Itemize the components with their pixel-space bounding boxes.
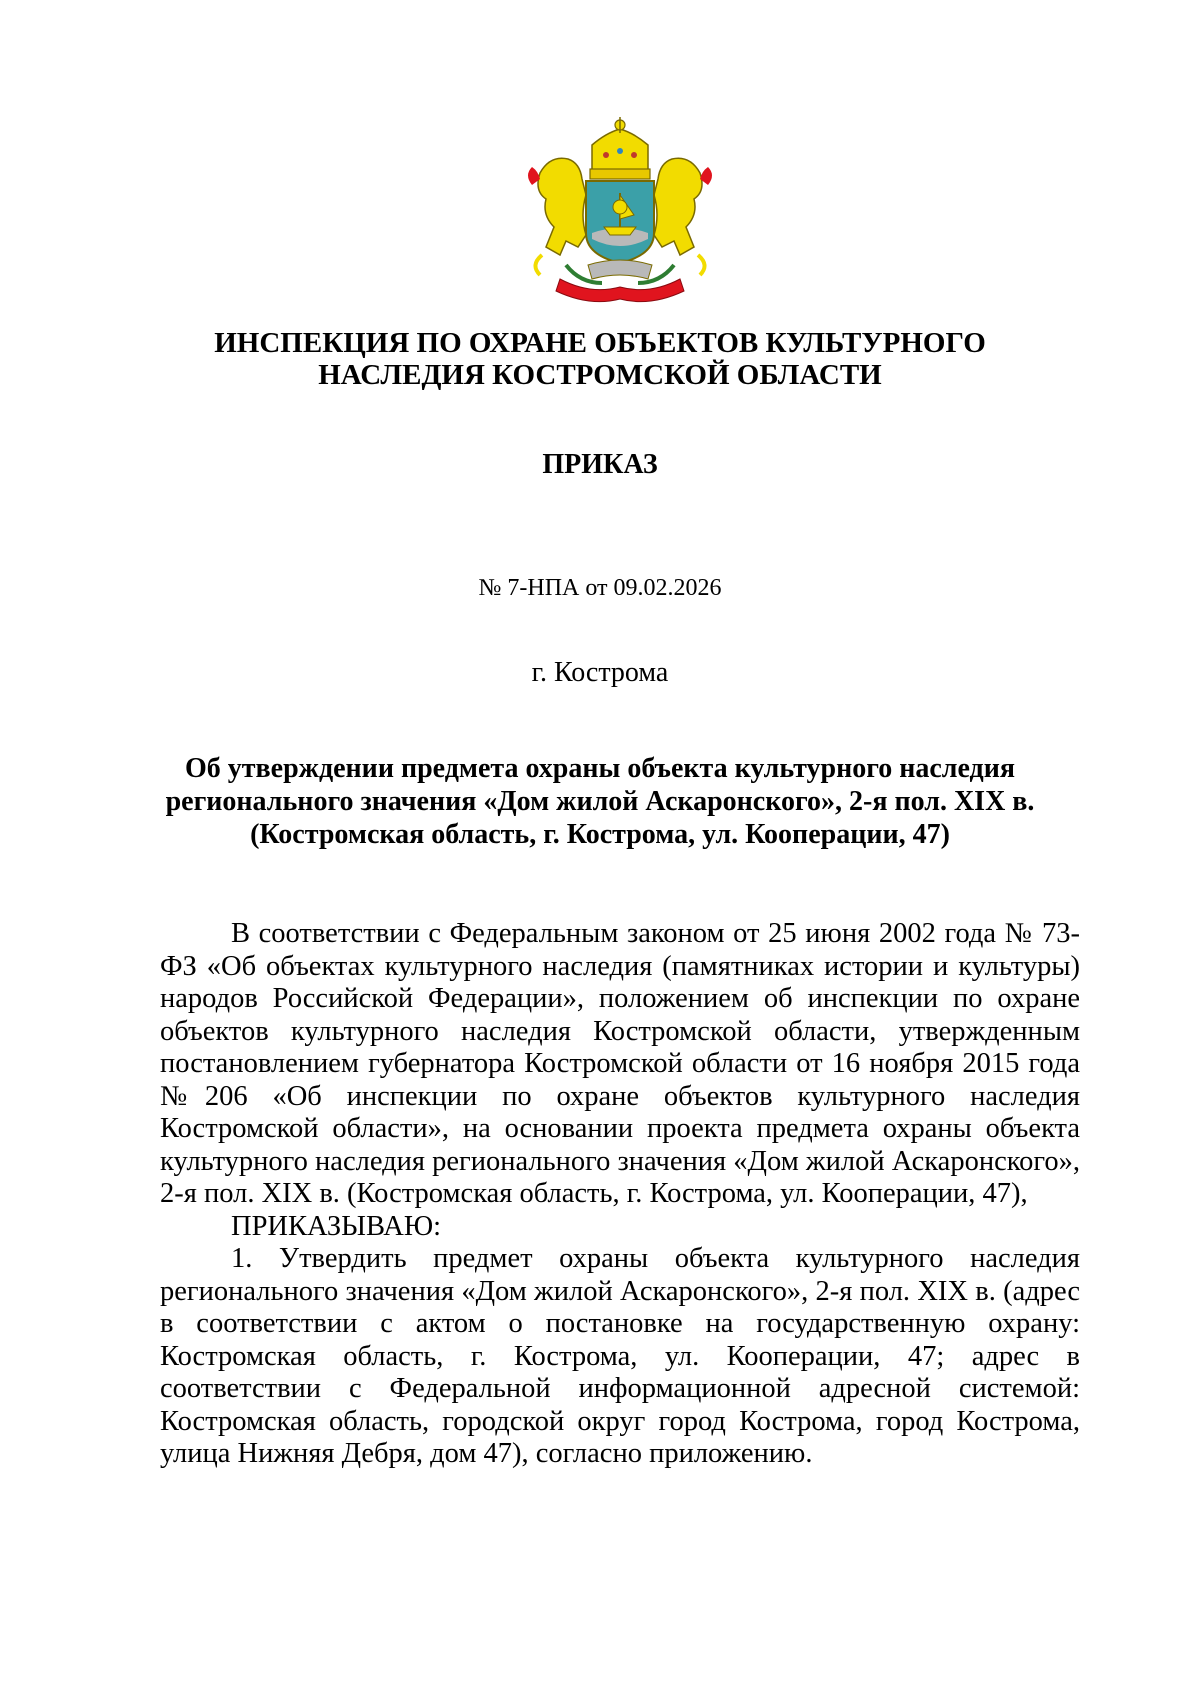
directive-paragraph: ПРИКАЗЫВАЮ:	[231, 1210, 442, 1242]
kostroma-region-coat-of-arms-icon	[520, 115, 720, 305]
document-number: № 7-НПА от 09.02.2026	[478, 575, 722, 601]
document-city: г. Кострома	[531, 657, 669, 688]
document-body	[160, 918, 1080, 1471]
preamble-paragraph: В соответствии с Федеральным законом от 25 июня 2002 года № 73-ФЗ «Об объектах культурного наследия (памятниках истории и культуры) народов Российской Федерации», положением об инспекции по охране объектов культурного наследия Костромской области, утвержденным постановлением губернатора Костромской области от 16 ноября 2015 года №206 «Об инспекции по охране объектов культурного наследия Костромской области», на основании проекта предмета охраны объекта культурного наследия регионального значения «Дом жилой Аскаронского», 2-я пол. XIX в. (Костромская область, г. Кострома, ул. Кооперации, 47),	[160, 918, 1080, 1209]
document-subject: Об утверждении предмета охраны объекта культурного наследия регионального значения «Дом жилой Аскаронского», 2-я пол. XIX в. (Костромская область, г. Кострома, ул. Кооперации, 47)	[165, 753, 1035, 850]
document-type-heading: ПРИКАЗ	[542, 449, 658, 480]
item-1-paragraph: 1. Утвердить предмет охраны объекта культурного наследия регионального значения «Дом жилой Аскаронского», 2-я пол. XIX в. (адрес в соответствии с актом о постановке на государственную охрану: Костромская область, г. Кострома, ул. Кооперации, 47; адрес в соответствии с Федеральной информационной адресной системой: Костромская область, городской округ город Кострома, город Кострома, улица Нижняя Дебря, дом 47), согласно приложению.	[160, 1243, 1080, 1469]
organization-title: ИНСПЕКЦИЯ ПО ОХРАНЕ ОБЪЕКТОВ КУЛЬТУРНОГО НАСЛЕДИЯ КОСТРОМСКОЙ ОБЛАСТИ	[214, 327, 986, 391]
